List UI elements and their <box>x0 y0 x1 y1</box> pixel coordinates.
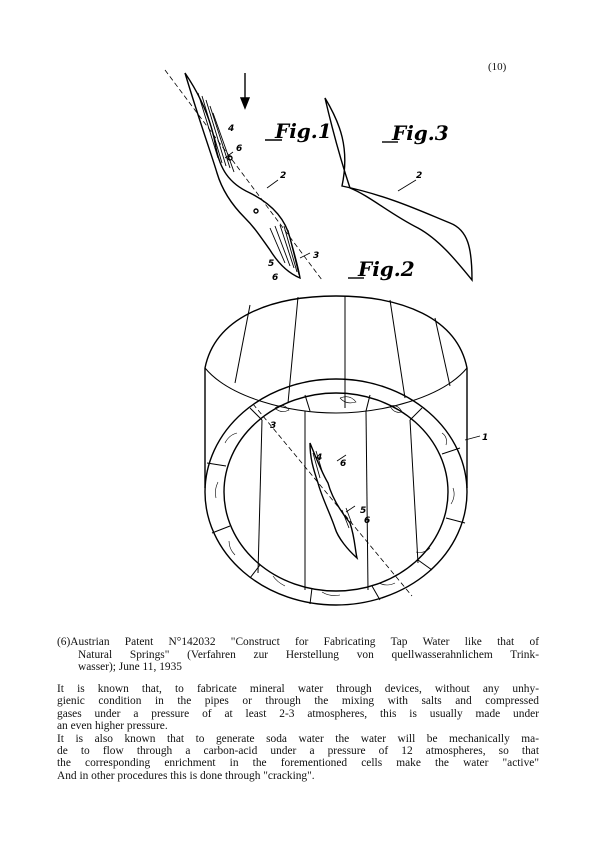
body-paragraph <box>57 683 539 782</box>
page-number: (10) <box>488 61 507 73</box>
fig1-numeral-2: 2 <box>280 171 287 181</box>
body-line: the corresponding enrichment in the forementioned cells make the water "active" <box>57 757 539 770</box>
body-line: de to flow through a carbon-acid under a pressure of 12 atmospheres, so that <box>57 745 539 758</box>
fig2-interior-slats <box>258 411 418 590</box>
patent-drawing <box>150 68 510 628</box>
body-line: gases under a pressure of at least 2-3 atmospheres, this is usually made under <box>57 707 539 720</box>
fig3-numeral-2: 2 <box>416 171 423 181</box>
body-line: It is also known that to generate soda water the water will be mechanically ma- <box>57 732 539 745</box>
fig2-numeral-3: 3 <box>270 421 277 431</box>
fig1-hole-upper <box>228 156 232 160</box>
fig2-numeral-4: 4 <box>316 453 323 463</box>
fig1-numeral-3: 3 <box>313 251 320 261</box>
caption-line: (6)Austrian Patent N°142032 "Construct for Fabricating Tap Water like that of <box>57 636 539 648</box>
fig2-cylinder-outline <box>205 296 467 488</box>
fig2-numeral-6-top: 6 <box>340 459 347 469</box>
body-line: an even higher pressure. <box>57 720 168 733</box>
patent-caption <box>57 636 539 674</box>
body-line: And in other procedures this is done through "cracking". <box>57 769 315 782</box>
fig2-numeral-5: 5 <box>360 506 367 516</box>
fig1-arrow-head <box>241 98 249 108</box>
fig1-numeral-6-top: 6 <box>236 144 243 154</box>
body-line: gienic condition in the pipes or through the mixing with salts and compressed <box>57 695 539 708</box>
patent-drawing-svg <box>150 68 510 628</box>
fig2-axis-line <box>253 404 412 596</box>
fig1-hole-lower <box>254 209 258 213</box>
fig1-numeral-6-bottom: 6 <box>272 273 279 283</box>
fig3-label: Fig.3 <box>392 121 449 145</box>
fig1-numeral-4: 4 <box>228 124 235 134</box>
fig3-leader <box>398 180 416 191</box>
fig1-label: Fig.1 <box>275 119 332 143</box>
fig1-numeral-5: 5 <box>268 259 275 269</box>
caption-line: wasser); June 11, 1935 <box>78 661 182 674</box>
fig2-cylinder-slats <box>235 296 450 408</box>
fig2-ring-segments <box>207 395 465 604</box>
fig2-numeral-6-bottom: 6 <box>364 516 371 526</box>
body-line: It is known that, to fabricate mineral water through devices, without any unhy- <box>57 683 539 695</box>
fig2-cylinder-rim <box>205 368 467 413</box>
caption-line: Natural Springs" (Verfahren zur Herstellung von quellwasserahnlichem Trink- <box>78 648 539 661</box>
fig2-numeral-1: 1 <box>482 433 489 443</box>
fig2-label: Fig.2 <box>358 257 415 281</box>
